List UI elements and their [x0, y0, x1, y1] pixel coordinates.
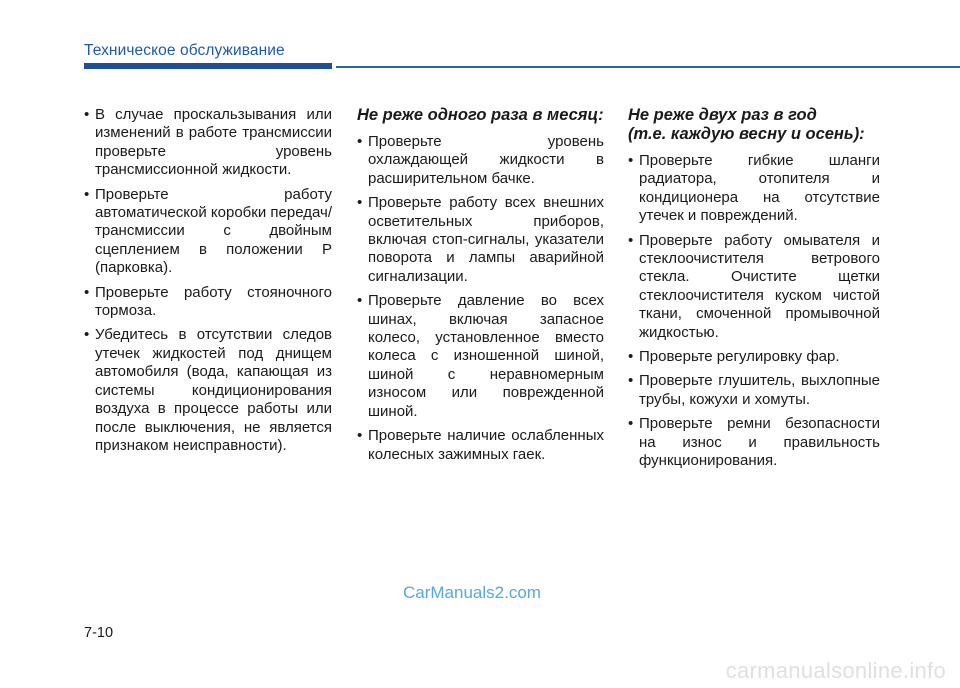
- watermark-link[interactable]: CarManuals2.com: [403, 583, 541, 602]
- list-item: • Проверьте работу омывателя и стеклоочистителя ветрового стекла. Очистите щетки стеклоочистителя куском чистой ткани, смоченной промывочной жидкостью.: [628, 231, 880, 341]
- list-item: • Проверьте давление во всех шинах, включая запасное колесо, установленное вместо колеса с изношенной шиной, шиной с неравномерным износом или поврежденной шиной.: [357, 292, 604, 420]
- bullet-icon: •: [628, 152, 634, 169]
- bullet-icon: •: [628, 348, 634, 366]
- header-rule-light: [336, 66, 960, 68]
- semiannual-heading: Не реже двух раз в год (т.е. каждую весну и осень):: [628, 106, 865, 143]
- monthly-heading: Не реже одного раза в месяц:: [357, 106, 604, 124]
- column-left: [84, 106, 332, 461]
- bullet-icon: •: [628, 231, 634, 249]
- bullet-icon: •: [84, 106, 90, 123]
- bullet-icon: •: [357, 427, 363, 445]
- section-title: Техническое обслуживание: [84, 42, 285, 59]
- bullet-list: [628, 152, 880, 471]
- list-item: • Проверьте уровень охлаждающей жидкости в расширительном бачке.: [357, 133, 604, 187]
- list-item: • Проверьте глушитель, выхлопные трубы, кожухи и хомуты.: [628, 372, 880, 408]
- list-item: • Проверьте работу автоматической коробки передач/трансмиссии с двойным сцеплением в положении P (парковка).: [84, 185, 332, 277]
- bullet-icon: •: [84, 326, 90, 344]
- bullet-icon: •: [628, 415, 634, 433]
- bullet-icon: •: [84, 185, 90, 203]
- bullet-icon: •: [84, 283, 90, 301]
- footer-watermark: carmanualsonline.info: [725, 658, 946, 683]
- list-item: • Убедитесь в отсутствии следов утечек жидкостей под днищем автомобиля (вода, капающая из системы кондиционирования воздуха в процессе работы или после выключения, не является признаком неисправности).: [84, 326, 332, 454]
- list-item: • Проверьте работу всех внешних осветительных приборов, включая стоп-сигналы, указатели поворота и лампы аварийной сигнализации.: [357, 194, 604, 285]
- bullet-icon: •: [357, 194, 363, 212]
- list-item: • Проверьте ремни безопасности на износ и правильность функционирования.: [628, 415, 880, 470]
- list-item: • Проверьте наличие ослабленных колесных зажимных гаек.: [357, 427, 604, 463]
- list-item: • Проверьте гибкие шланги радиатора, отопителя и кондиционера на отсутствие утечек и повреждений.: [628, 152, 880, 225]
- column-middle: [357, 106, 604, 470]
- bullet-list: [84, 106, 332, 455]
- column-right: [628, 106, 880, 477]
- bullet-icon: •: [357, 133, 363, 150]
- list-item: • Проверьте работу стояночного тормоза.: [84, 283, 332, 320]
- list-item: • В случае проскальзывания или изменений в работе трансмиссии проверьте уровень трансмиссионной жидкости.: [84, 106, 332, 179]
- header-rule-dark: [84, 63, 332, 69]
- bullet-icon: •: [357, 292, 363, 310]
- bullet-icon: •: [628, 372, 634, 390]
- page-number: 7-10: [84, 625, 114, 641]
- bullet-list: [357, 133, 604, 464]
- list-item: • Проверьте регулировку фар.: [628, 348, 840, 366]
